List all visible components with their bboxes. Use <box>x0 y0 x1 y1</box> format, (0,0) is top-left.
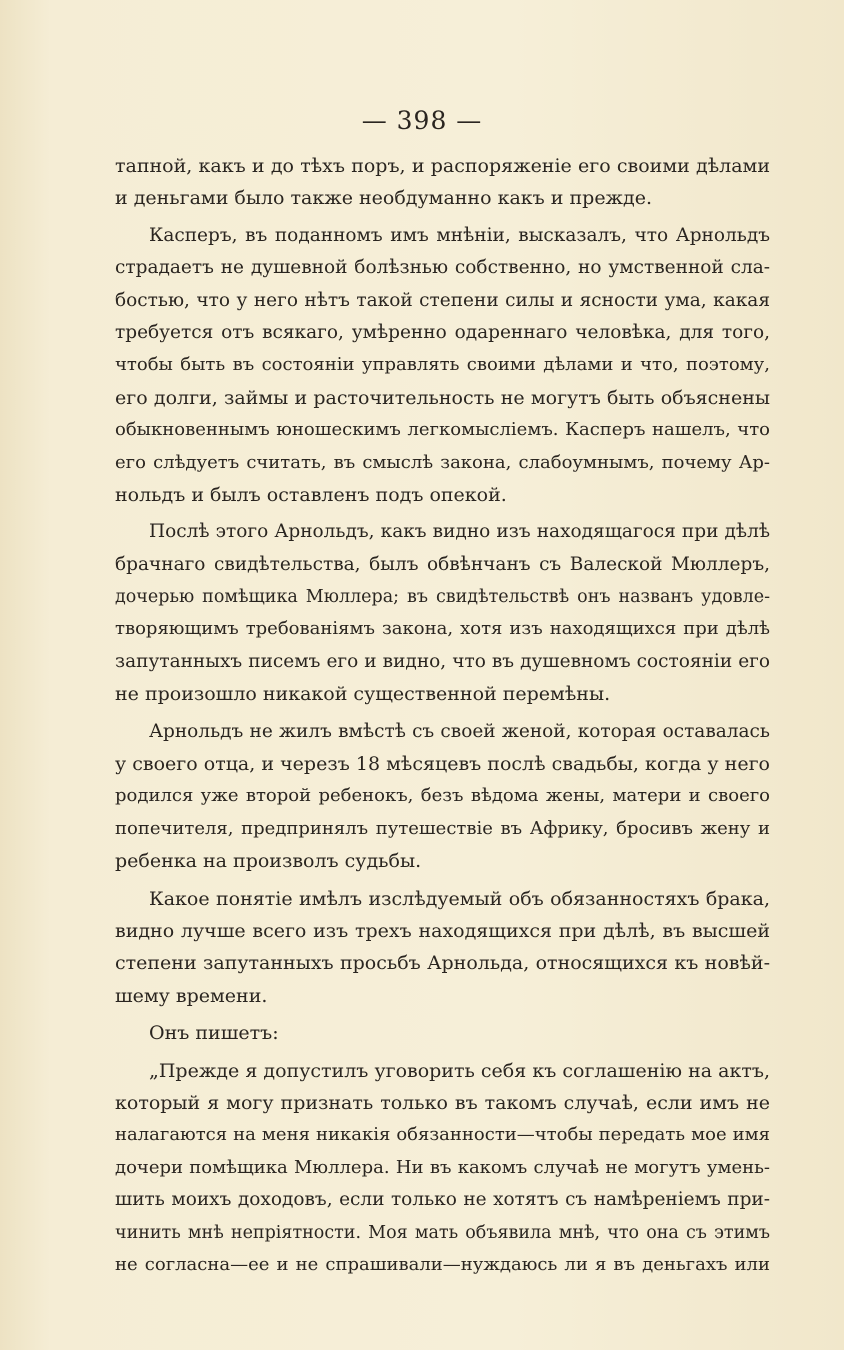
text-line: не произошло никакой существенной перемѣны. <box>115 683 611 706</box>
text-line: бостью, что у него нѣтъ такой степени силы и ясности ума, какая <box>115 289 770 311</box>
text-line: ребенка на произволъ судьбы. <box>115 850 422 873</box>
text-line: его слѣдуетъ считать, въ смыслѣ закона, слабоумнымъ, почему Ар- <box>115 451 770 473</box>
text-line: степени запутанныхъ просьбъ Арнольда, относящихся къ новѣй- <box>115 952 770 975</box>
text-line: Послѣ этого Арнольдъ, какъ видно изъ находящагося при дѣлѣ <box>149 521 770 543</box>
text-line: налагаются на меня никакія обязанности—чтобы передать мое имя <box>115 1124 770 1146</box>
text-line: чтобы быть въ состояніи управлять своими дѣлами и что, поэтому, <box>115 354 770 376</box>
text-line: попечителя, предпринялъ путешествіе въ Африку, бросивъ жену и <box>115 817 770 839</box>
text-line: брачнаго свидѣтельства, былъ обвѣнчанъ съ Валеской Мюллеръ, <box>115 553 770 575</box>
text-line: „Прежде я допустилъ уговорить себя къ соглашенію на актъ, <box>149 1059 770 1082</box>
text-line: его долги, займы и расточительность не могутъ быть объяснены <box>115 386 770 409</box>
body-text <box>115 150 770 1281</box>
text-line: родился уже второй ребенокъ, безъ вѣдома жены, матери и своего <box>115 785 770 807</box>
page-number: — 398 — <box>361 106 483 135</box>
text-line: который я могу признать только въ такомъ случаѣ, если имъ не <box>115 1091 770 1114</box>
text-line: Арнольдъ не жилъ вмѣстѣ съ своей женой, которая оставалась <box>149 720 770 742</box>
text-line: чинить мнѣ непріятности. Моя мать объявила мнѣ, что она съ этимъ <box>115 1222 770 1243</box>
text-line: обыкновеннымъ юношескимъ легкомысліемъ. Касперъ нашелъ, что <box>115 419 770 441</box>
text-line: шить моихъ доходовъ, если только не хотятъ съ намѣреніемъ при- <box>115 1189 770 1211</box>
text-line: не согласна—ее и не спрашивали—нуждаюсь ли я въ деньгахъ или <box>115 1253 770 1275</box>
text-line: Онъ пишетъ: <box>149 1022 279 1045</box>
text-line: Касперъ, въ поданномъ имъ мнѣніи, высказалъ, что Арнольдъ <box>149 224 770 246</box>
text-line: дочери помѣщика Мюллера. Ни въ какомъ случаѣ не могутъ умень- <box>115 1156 770 1178</box>
text-line: и деньгами было также необдуманно какъ и прежде. <box>115 187 653 210</box>
text-line: дочерью помѣщика Мюллера; въ свидѣтельствѣ онъ названъ удовле- <box>115 587 770 608</box>
text-line: шему времени. <box>115 984 268 1007</box>
text-line: требуется отъ всякаго, умѣренно одареннаго человѣка, для того, <box>115 321 770 343</box>
text-line: запутанныхъ писемъ его и видно, что въ душевномъ состояніи его <box>115 650 770 672</box>
text-line: у своего отца, и черезъ 18 мѣсяцевъ послѣ свадьбы, когда у него <box>115 753 770 776</box>
text-line: тапной, какъ и до тѣхъ поръ, и распоряженіе его своими дѣлами <box>115 155 770 177</box>
text-line: видно лучше всего изъ трехъ находящихся при дѣлѣ, въ высшей <box>115 919 770 942</box>
text-line: страдаетъ не душевной болѣзнью собственно, но умственной сла- <box>115 257 770 279</box>
text-line: творяющимъ требованіямъ закона, хотя изъ находящихся при дѣлѣ <box>115 618 770 640</box>
text-line: нольдъ и былъ оставленъ подъ опекой. <box>115 483 507 506</box>
text-line: Какое понятіе имѣлъ изслѣдуемый объ обязанностяхъ брака, <box>149 887 770 910</box>
